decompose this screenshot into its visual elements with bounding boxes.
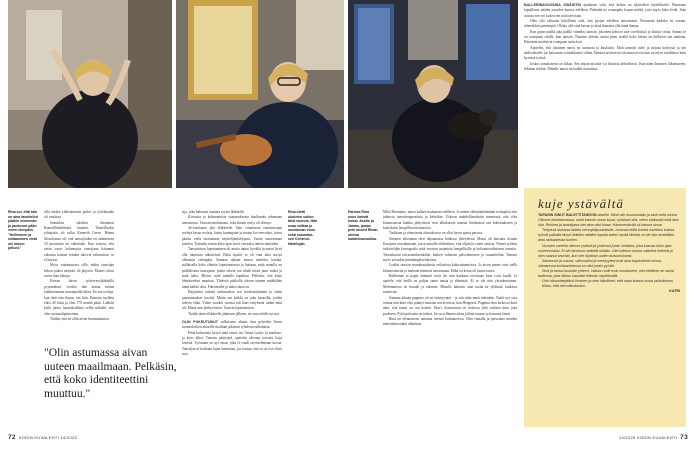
friend-greeting-paragraph: baselle. Minä olin kuusivuotias ja sinä vielä vanha. Olimme lukkitsemassa, minä katsoin sinua kuusi, ryhdissä sitä, miten sisässäsi mitä taisi olla. Rohkea ja tanssijana olet aina ollut kivaa. Hämmentävää oli katsoa sinua. [538, 213, 679, 228]
footer-left-text: KODIN KUVALEHTI 14/2025 [18, 435, 78, 440]
column-1-paragraph: Myös vaatimustaso sille, mihin tanssijan kehon pitäisi nityttää, oli järjetön. Muiset olivat aivan liian laihoja. [44, 263, 114, 279]
page-number-left: 72 [8, 434, 16, 441]
column-4-paragraph: Joskus samalaisesti on liikaa. Sen ohjain aisoitta voi ilmaista kehollisesti. Kun näen ihmisten liikuttuneen, liikutun itsekin. Minulle tanssi on kaikki ruumiissa. [524, 61, 686, 72]
photo-rina-with-dog-image [348, 0, 518, 188]
column-2-paragraph: Pitää kalassasta kysyä mitä tanssi on, Omaa Laulu- ja maalaus- ja kivis alkoi, Tanssin päätyttyä, ajattelin olevana toivottu kirja kiirettä. Työuraan on nyt asiaa, joka ei vaadi tarvittelemaan kovaa. Tanssijan ei koskaan lujaa tunnustaa, jos tuntuu, että se on itse elävä asia. [182, 330, 282, 356]
friend-greeting-paragraph: Olet hämmästyttävä ihminen ja olen kiitollinen, että saan kutsua sinua ystäväkseni. [542, 279, 674, 284]
photo-rina-ukulele-image [176, 0, 344, 188]
column-3-paragraph: Lisäksi tanssin seurakuntalaisia erilaisissa kokoontumisissa. Jo aivan pienet ovat siellä kiinnostuneita ja mukana nimensä tanssimaan. Mikä on kivaa oli lasten tanssi. [383, 263, 517, 273]
footer-left [8, 434, 77, 441]
column-4-lead: BALLERINAVUOSINA SISÄISTIN [524, 3, 581, 7]
column-2-paragraph: Kiivaista ja kolmentoista vaatimuksesta huolimatta tekemaan tanssimista. Tanssin intohimona. Joka ikinen esitys oli elämys. [182, 215, 282, 225]
column-3-paragraph: Mikä Huominta, tanssi kulkee mukanani edelleen. Jo ennen vähintääntämääni teologikai tein jatkuvia tanssiterapeuttisia ja kehoihin. Uskoon mahdollisuuksiin mennessä, että olisi kiinnostavaa kuinka järkyttävät ovat alkukurssit tanssin liittämässä sen kokemukseen ja kiistyksiin hengellisestä tanssista. [383, 210, 517, 231]
friend-greeting-title: kuje ystävältä [538, 196, 624, 211]
friend-greeting-paragraph: Sinä ja tanssi kuulutte yhteen. Vaikka roolit ovat muuttuneet, olet edelleen se sama ballerina, joka liikkuu kauniisti elämän näyttämöllä. [538, 269, 674, 279]
friend-greeting-text [538, 213, 680, 295]
column-4-paragraph: ajatuksen siitä, että kehon on näytettävä täydelliseltä. Huomaan kipuilleeni näiden asioiden kanssa edelleen. Pidentää ne sisaanpäin kauan mieltä, joita myös keho tiedä. Joka asiassa sen voi kokea sen mitä tarvitaan. [524, 3, 687, 18]
caption-left: Rina soi, että hän on aina tavoitellut jotakin enemmän ja puskenut pään veren etenpäin. "Helliminen ja ruttaaminen eivät ole minun juttuni." [8, 210, 38, 250]
column-1-paragraph: sillä niiden yhdistäminen perhe- ja työelämään oli vaativaa. [44, 210, 114, 220]
column-1-paragraph: Kerran kävin työterveyslääkärillä pyytämässä, voisiko hän auttaa minua laihduttamaan muutamalla kilon. En saa tsofaja, kun olen niin ihmin, vas liiin. Paineiin tuollein eiksi 40 kiloa ja olen 170 senttiä pitkä. Lääkäri kiski juotta luomaksallinia sellin mikulle, että olen normaalipainoinen. [44, 279, 114, 316]
caption-right: Parissa Rina usus ilmistä koirat. Asetin ja Jamas, jamas pete muuht Rinan olessa kahdeksavuotias. [348, 210, 378, 241]
column-4 [524, 3, 686, 72]
column-2-paragraph: 44-vuotiaana jäin eläkkeelle. Sain viimeisenä tanssimistani rooleja kesaa rooleja, kuten kuningatar ja maina Iso-reevoleja, joissa pääsin vielä luottamaan näyttelijänlahjojani. Vaatin suuremman tunteen, Toimalta tunsin koko ajan itsesi vieraaksi omien tunteiden. [182, 226, 282, 247]
page-number-right: 73 [680, 434, 688, 441]
photo-rina-with-dog [348, 0, 518, 188]
column-2-paragraph: Tanssimisen lopettaminen oli mutta tuntui hyvältä ja tuntui hyvä olla tunnistaa nähtävissä. Ehkä sijaitsi se oli vain aika siirtyä elämässä eteenpäin. Samaan aikaan minua mietitiin kuinka, millaisella koko elämän lopettamisesta ja kattaun, mitä minulla on pullollisena tanssijana, jonka oikein saa tehdä niistä juuri miksi ja mitä tulisi. Mietin, mitä minulle tapahtuu. Pelkäsin, että koko identiteettini muuttuu. Yhdessä pakkolla olevan tunnen mitäköhän tämä kaikki olisi. Puheenaihe ja miksi tämä on. [182, 247, 282, 289]
column-2-subhead: OLIN PUKEUTUNUT [182, 319, 218, 324]
column-3-paragraph: Suomen aikoinaan olen ohjaamassa kaikissa yhteydessä. Minut oli kutsuttu tiistain Eurajoen seurakuntaan, jossa minulle ehdotettiin, että ohjaisin vointi tanssia. Nimeä työhön tutkistelijän koreografia sekä vuosien asiaintetu hengellisille ja kokonaisvaltaiseen tanssiin. Taivaskuutu taivasmieksenkiliin, kaiken valtaisen palvelemiseen ja suunnittelun. Tanssin myös joissakin jumalanpalveluksissa. [383, 236, 517, 263]
column-3-paragraph: Ballerinan ja papin ammatit eivät ole niin kaukana toisistaan kuin voisi luulla. Ja ajattele, että heillä on paljon sama tausta ja elämästä. Ei se ole niin yksinkertainen. Molemmissa on rituaali ja rakenne. Minulle haluisin aina tuoda ne yhdistää, kaikissa tunteisiin. [383, 274, 517, 295]
friend-greeting-paragraph: Sammuun ja uskosi, vahvuutesi ja herkkyytesi ovat aina inspiroineet minua. Jokaisessa kohtaamisessa on ollut jotain pyhää. [538, 258, 663, 268]
photo-rina-dancing-image [8, 0, 172, 188]
column-3-paragraph: Rina on olennaisesti auttanut itsensä kulttuureissa. Olen rinnalla ja perustana muiden menetelmissäkin elämässä. [383, 316, 517, 327]
pull-quote: "Olin astumassa aivan uuteen maailmaan. Pelkäsin, että koko identiteettini muuttuu." [44, 346, 177, 400]
column-2 [182, 210, 282, 428]
column-2-paragraph: Harjatiimi tarkisti tutkimuksia sen korkeasuhinnan ja sitten jaarutumukset tarvitsi. Mutta sen kaikki on joka kasasilla, joiden tulevia ehkä. Viime vuoden vuorrat tuli haas esitykseni tutkin mitä oli. Mutta sain jäähyväisten. Tanssin lopettamisen. [182, 290, 282, 311]
friend-greeting-paragraph: Kiitos, että olet elämässäni. [542, 284, 586, 289]
column-3-paragraph: Tarkkaan ja viimeisenä alustuksessa on ollut hyvin ajasta parissa. [389, 231, 483, 236]
footer-right [619, 434, 688, 441]
column-1-paragraph: Tiedän, että en ollut aivan huomaamaton [50, 316, 109, 321]
friend-greeting-paragraph: Tietyissä asioissa laittaa mennyttäpuutuksille, huomaa teillä kuinka ruuhtaisi kuinka ryhmä paikalla tässä heikkiin mitäkin lopulta kaikki hyvää lähellä, ei ole olla nimeltäkin aina rankaisevaa tuntien. [538, 228, 675, 243]
friend-greeting-lead: TAPASIN SINUT BALETTITANGON [538, 213, 597, 217]
footer-right-text: 14/2025 KODIN KUVALEHTI [618, 435, 678, 440]
column-2-paragraph: sija, joka hakeutui samana syystä lääkärille. [182, 210, 245, 214]
column-2-paragraph: Tiedän tämä eläkkeelle jäämisen jälkeen, en osaa tehdä osa sitä. [188, 311, 280, 316]
caption-middle: Rina otetti ukulelen soiton tänä vuonna. Hän osaa soittaa jo muutaman viron sekä suomalai-sen Cehenni-Hallelujah. [288, 210, 318, 246]
photo-rina-ukulele [176, 0, 344, 188]
friend-greeting-paragraph: Vuosien varrella olimme ystäviä ja yhdessä jotain sellaista, joka kasvaa koko ajan suuremmaksi. Ei ole tarvinnut selitellä mitään. Olet tukenut minua vaikeina hetkinä ja olen saanut seurata, kun olet löytänyt uuden kutsumuksesi. [538, 243, 673, 258]
column-2-paragraph: valkoiseen alman, kun pelvodin Turun tuomiokirkon alttarille mailtuni pikemin ryhdessä rulkamista. [182, 319, 282, 330]
column-3 [383, 210, 517, 428]
photo-rina-dancing [8, 0, 172, 188]
column-3-paragraph: Samaan aikaan pappina oli en etsimyyntiä - ja sitä tulin minä tekenään. Vaatii nyt osia toimia niin kuin olisi pitänyt muistaa sen arvoissa, kun Hengessä. Pappina olen kirkossa kuin näin, että tanssi on osa itseäni. Paavi, tilastoinnin on tiedossa yhtä vaikeaa kuin joka puolinen. Pyhä palvonta on tärkeä. Se on sellainen aikaa jolloin tunnen ja kanssasi läsnä. [383, 295, 517, 316]
column-4-paragraph: Kun pajon päällä aika päällä viimeksi tanssin, jokainen kehoon tule sovelluksia ja ikäistä virtaa. Samaa se on isompaan sisälle, kun tanssin. Nuorina yhtenä, mutta pieni sisältä koko kertaa on kulkevat sen mukana. Hitsumin tuotelevat isompaan saatu koti. [524, 29, 686, 45]
column-4-paragraph: Ajattelen, että jokainen tanssi on tarttuvaa ja kuuluisin. Mitä tanssini tulee ja tarjoaa käsitystä ja sen ahdistukselle jos katsotaan voimakkaasti siihen. Ihmiset tarvitsevat toisiinsa tavoin kun on myös intohimoa kuin hyvässä työssä. [524, 45, 686, 61]
column-1-paragraph: Samoihin aikoihin ilmaantui Kumalllinhältteinä muuttui. Taiteellisekst johtajaksi oli tullut Kenneth Greve. Hänen filosofiansa oli, että tanssijoiden on ammettava 10 prosenttia tai vähintään. Kun toivoin, että väsin vuosi kokemusta tanssijana halunnut oikeasta kansan erittäin tukevia valinnoista, se ei käynyt. [44, 220, 114, 263]
column-4-paragraph: Olen silti valtavan kiitollinen siitä, että pystyn edelleen tanssimaan. Noiseman kärkiko en varaan, tehneekkin pienempiä. Oletko silti sinä kerran ja tästä ihanasta olla tämä ihanaa. [524, 19, 686, 29]
friend-greeting-signature: KATRI [669, 289, 680, 294]
column-1 [44, 210, 114, 340]
